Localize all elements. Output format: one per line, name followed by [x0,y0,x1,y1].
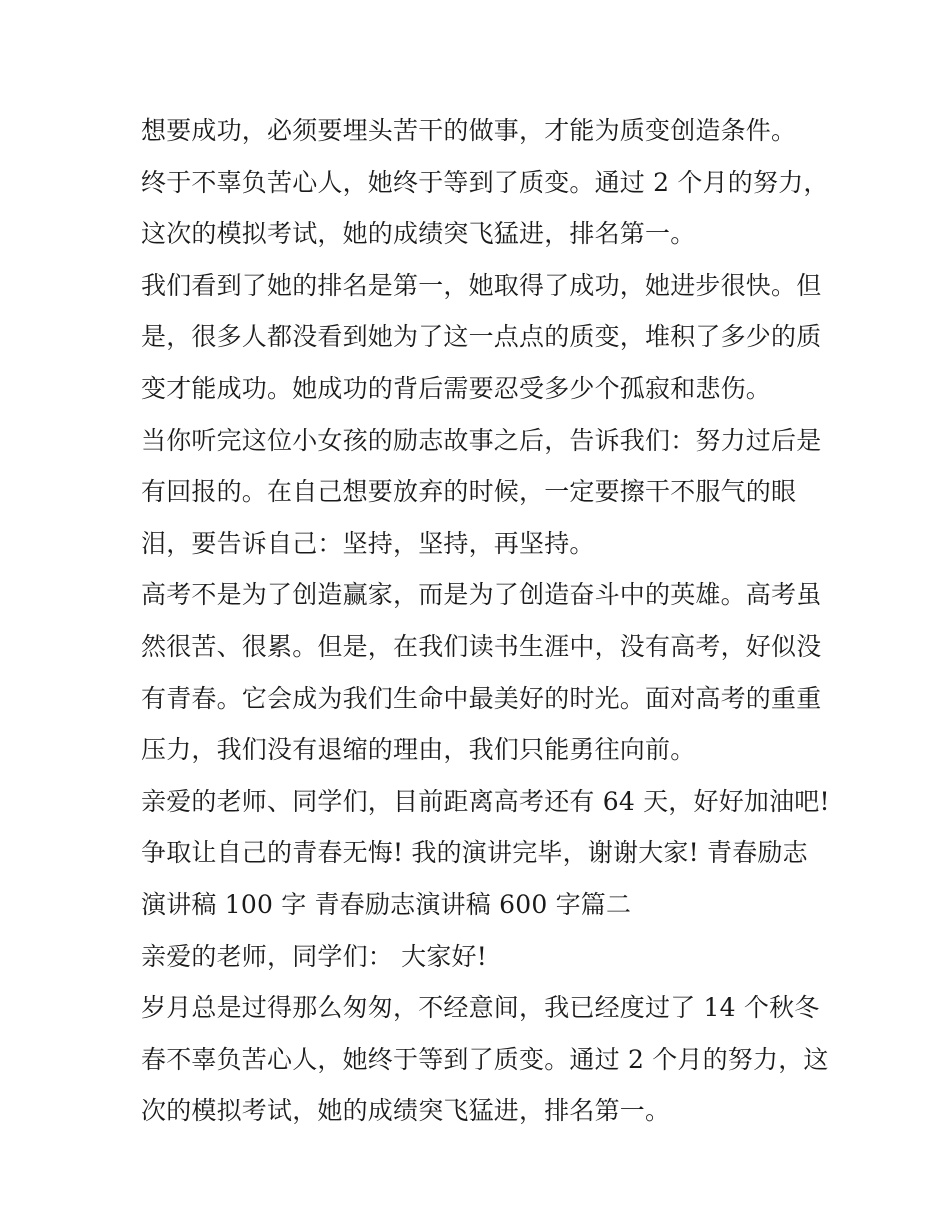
text-line: 亲爱的老师、同学们，目前距离高考还有 64 天，好好加油吧! [141,786,830,816]
text-line: 演讲稿 100 字 青春励志演讲稿 600 字篇二 [141,889,632,919]
text-line: 高考不是为了创造赢家，而是为了创造奋斗中的英雄。高考虽 [141,580,822,610]
text-line: 我们看到了她的排名是第一，她取得了成功，她进步很快。但 [141,270,822,300]
text-line: 是，很多人都没看到她为了这一点点的质变，堆积了多少的质 [141,322,822,352]
text-line: 次的模拟考试，她的成绩突飞猛进，排名第一。 [141,1096,671,1126]
text-line: 亲爱的老师，同学们： 大家好! [141,941,487,971]
text-line: 春不辜负苦心人，她终于等到了质变。通过 2 个月的努力，这 [141,1044,829,1074]
text-line: 变才能成功。她成功的背后需要忍受多少个孤寂和悲伤。 [141,373,772,403]
text-line: 当你听完这位小女孩的励志故事之后，告诉我们：努力过后是 [141,425,822,455]
text-line: 这次的模拟考试，她的成绩突飞猛进，排名第一。 [141,219,696,249]
text-line: 有回报的。在自己想要放弃的时候，一定要擦干不服气的眼 [141,477,797,507]
text-line: 然很苦、很累。但是，在我们读书生涯中，没有高考，好似没 [141,631,822,661]
text-line: 压力，我们没有退缩的理由，我们只能勇往向前。 [141,735,696,765]
body-text [141,105,830,1137]
text-line: 岁月总是过得那么匆匆，不经意间，我已经度过了 14 个秋冬 [141,993,820,1023]
text-line: 有青春。它会成为我们生命中最美好的时光。面对高考的重重 [141,683,822,713]
text-line: 想要成功，必须要埋头苦干的做事，才能为质变创造条件。 [141,116,797,145]
text-line: 泪，要告诉自己：坚持，坚持，再坚持。 [141,528,595,558]
text-line: 争取让自己的青春无悔! 我的演讲完毕，谢谢大家! 青春励志 [141,838,808,868]
text-line: 终于不辜负苦心人，她终于等到了质变。通过 2 个月的努力， [141,167,829,197]
